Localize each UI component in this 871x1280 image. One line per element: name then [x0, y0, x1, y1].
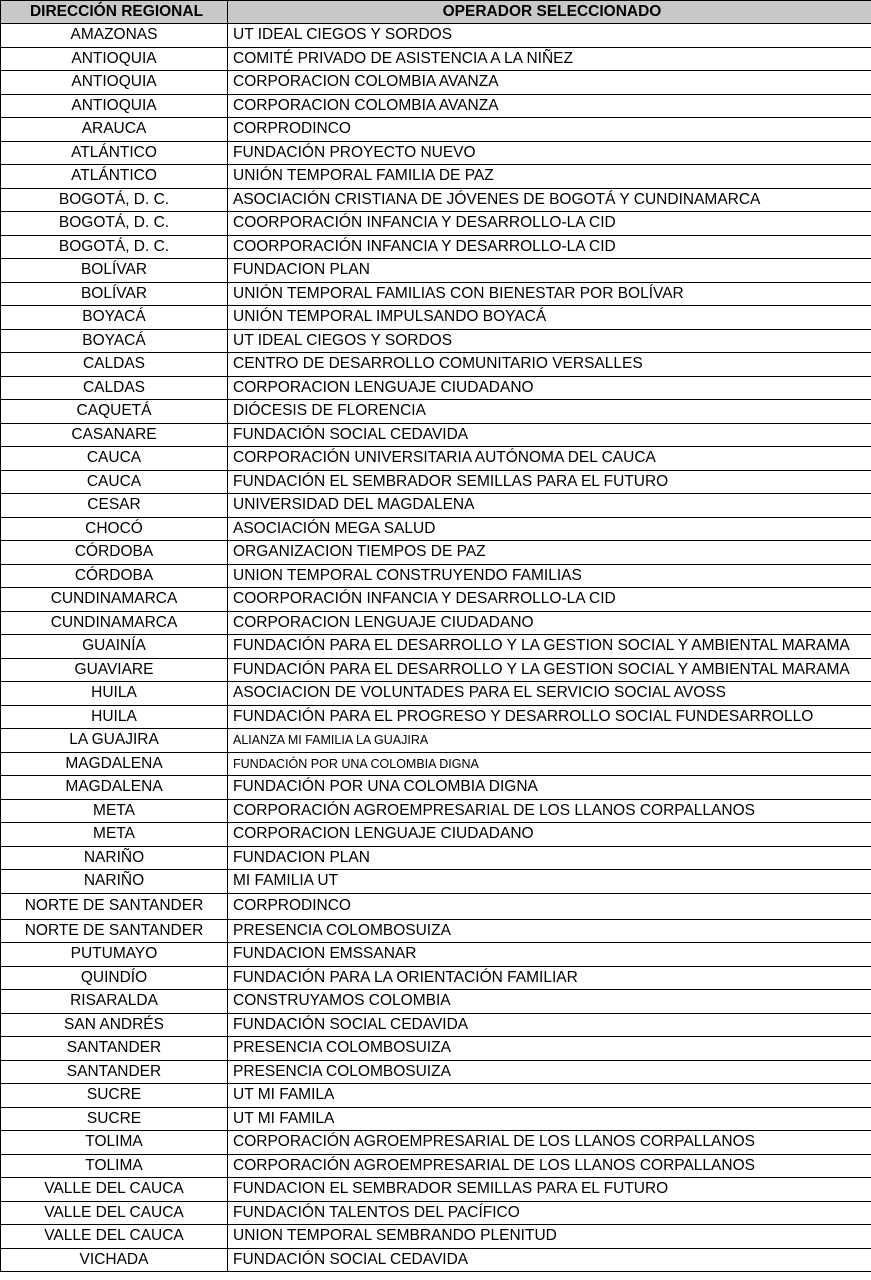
region-cell: BOGOTÁ, D. C. [1, 188, 228, 212]
region-cell: CESAR [1, 494, 228, 518]
table-row [1, 564, 871, 588]
table-row [1, 353, 871, 377]
operator-cell: CORPORACION LENGUAJE CIUDADANO [228, 823, 871, 847]
table-row [1, 94, 871, 118]
operator-cell: UNIÓN TEMPORAL FAMILIAS CON BIENESTAR POR BOLÍVAR [228, 282, 871, 306]
region-cell: CÓRDOBA [1, 541, 228, 565]
table-row [1, 165, 871, 189]
table-row [1, 799, 871, 823]
table-row [1, 282, 871, 306]
operator-cell: PRESENCIA COLOMBOSUIZA [228, 1060, 871, 1084]
operator-cell: COORPORACIÓN INFANCIA Y DESARROLLO-LA CID [228, 212, 871, 236]
region-cell: RISARALDA [1, 990, 228, 1014]
table-row [1, 212, 871, 236]
operator-cell: FUNDACION PLAN [228, 259, 871, 283]
table-row [1, 47, 871, 71]
operator-cell: FUNDACIÓN PARA EL DESARROLLO Y LA GESTION SOCIAL Y AMBIENTAL MARAMA [228, 658, 871, 682]
region-cell: BOGOTÁ, D. C. [1, 212, 228, 236]
table-row [1, 1154, 871, 1178]
operator-cell: UT IDEAL CIEGOS Y SORDOS [228, 24, 871, 48]
table-row [1, 776, 871, 800]
operator-cell: ASOCIACIÓN MEGA SALUD [228, 517, 871, 541]
operator-cell: CORPORACIÓN UNIVERSITARIA AUTÓNOMA DEL CAUCA [228, 447, 871, 471]
operator-cell: ASOCIACION DE VOLUNTADES PARA EL SERVICIO SOCIAL AVOSS [228, 682, 871, 706]
table-row [1, 682, 871, 706]
operator-cell: UT IDEAL CIEGOS Y SORDOS [228, 329, 871, 353]
operator-cell: DIÓCESIS DE FLORENCIA [228, 400, 871, 424]
region-cell: SANTANDER [1, 1060, 228, 1084]
operator-cell: CORPORACION COLOMBIA AVANZA [228, 94, 871, 118]
region-cell: PUTUMAYO [1, 943, 228, 967]
operator-cell: FUNDACIÓN PARA LA ORIENTACIÓN FAMILIAR [228, 966, 871, 990]
operator-cell: UNION TEMPORAL SEMBRANDO PLENITUD [228, 1225, 871, 1249]
table-row [1, 729, 871, 753]
table-row [1, 235, 871, 259]
table-row [1, 541, 871, 565]
region-cell: NARIÑO [1, 870, 228, 894]
region-cell: BOGOTÁ, D. C. [1, 235, 228, 259]
region-cell: CAUCA [1, 470, 228, 494]
region-cell: SUCRE [1, 1084, 228, 1108]
table-row [1, 400, 871, 424]
region-cell: LA GUAJIRA [1, 729, 228, 753]
table-row [1, 966, 871, 990]
operator-cell: COMITÉ PRIVADO DE ASISTENCIA A LA NIÑEZ [228, 47, 871, 71]
operator-cell: CORPORACIÓN AGROEMPRESARIAL DE LOS LLANOS CORPALLANOS [228, 1131, 871, 1155]
table-row [1, 24, 871, 48]
table-row [1, 919, 871, 943]
region-cell: CUNDINAMARCA [1, 611, 228, 635]
table-row [1, 1131, 871, 1155]
operator-cell: FUNDACIÓN PARA EL PROGRESO Y DESARROLLO SOCIAL FUNDESARROLLO [228, 705, 871, 729]
region-cell: TOLIMA [1, 1154, 228, 1178]
header-row [1, 1, 871, 24]
region-cell: MAGDALENA [1, 752, 228, 776]
region-cell: ANTIOQUIA [1, 71, 228, 95]
operator-cell: UT MI FAMILA [228, 1084, 871, 1108]
region-cell: BOLÍVAR [1, 282, 228, 306]
region-cell: CAQUETÁ [1, 400, 228, 424]
operator-cell: CORPORACION LENGUAJE CIUDADANO [228, 376, 871, 400]
operator-cell: FUNDACIÓN SOCIAL CEDAVIDA [228, 1248, 871, 1272]
table-row [1, 259, 871, 283]
region-cell: VALLE DEL CAUCA [1, 1178, 228, 1202]
operator-cell: FUNDACION EMSSANAR [228, 943, 871, 967]
table-row [1, 943, 871, 967]
region-cell: VICHADA [1, 1248, 228, 1272]
region-cell: NORTE DE SANTANDER [1, 893, 228, 919]
region-cell: SUCRE [1, 1107, 228, 1131]
operator-cell: MI FAMILIA UT [228, 870, 871, 894]
table-row [1, 1037, 871, 1061]
region-cell: AMAZONAS [1, 24, 228, 48]
operator-cell: PRESENCIA COLOMBOSUIZA [228, 1037, 871, 1061]
operator-cell: UNIÓN TEMPORAL IMPULSANDO BOYACÁ [228, 306, 871, 330]
region-cell: CASANARE [1, 423, 228, 447]
table-row [1, 423, 871, 447]
table-row [1, 635, 871, 659]
region-cell: ATLÁNTICO [1, 165, 228, 189]
table-row [1, 188, 871, 212]
operator-cell: FUNDACIÓN TALENTOS DEL PACÍFICO [228, 1201, 871, 1225]
operator-cell: FUNDACIÓN POR UNA COLOMBIA DIGNA [228, 776, 871, 800]
operator-cell: UNION TEMPORAL CONSTRUYENDO FAMILIAS [228, 564, 871, 588]
table-body [1, 24, 871, 1272]
header-operator: OPERADOR SELECCIONADO [228, 1, 871, 24]
region-cell: ANTIOQUIA [1, 94, 228, 118]
operator-cell: UNIÓN TEMPORAL FAMILIA DE PAZ [228, 165, 871, 189]
region-cell: CUNDINAMARCA [1, 588, 228, 612]
region-cell: CÓRDOBA [1, 564, 228, 588]
region-cell: NARIÑO [1, 846, 228, 870]
operator-cell: CORPRODINCO [228, 118, 871, 142]
operator-cell: FUNDACION EL SEMBRADOR SEMILLAS PARA EL FUTURO [228, 1178, 871, 1202]
region-cell: CALDAS [1, 376, 228, 400]
table-row [1, 1013, 871, 1037]
table-row [1, 658, 871, 682]
operator-cell: UT MI FAMILA [228, 1107, 871, 1131]
region-cell: BOYACÁ [1, 306, 228, 330]
region-cell: ARAUCA [1, 118, 228, 142]
region-cell: ATLÁNTICO [1, 141, 228, 165]
table-row [1, 447, 871, 471]
operator-cell: FUNDACION PLAN [228, 846, 871, 870]
region-cell: QUINDÍO [1, 966, 228, 990]
operator-cell: ASOCIACIÓN CRISTIANA DE JÓVENES DE BOGOTÁ Y CUNDINAMARCA [228, 188, 871, 212]
region-cell: SANTANDER [1, 1037, 228, 1061]
region-cell: SAN ANDRÉS [1, 1013, 228, 1037]
table-row [1, 611, 871, 635]
table-row [1, 846, 871, 870]
operator-cell: FUNDACIÓN POR UNA COLOMBIA DIGNA [228, 752, 871, 776]
table-row [1, 1178, 871, 1202]
region-cell: HUILA [1, 682, 228, 706]
table-row [1, 893, 871, 919]
region-cell: CALDAS [1, 353, 228, 377]
operator-cell: FUNDACIÓN PARA EL DESARROLLO Y LA GESTION SOCIAL Y AMBIENTAL MARAMA [228, 635, 871, 659]
table-row [1, 823, 871, 847]
table-row [1, 517, 871, 541]
table-row [1, 1107, 871, 1131]
table-row [1, 1060, 871, 1084]
operator-cell: CORPORACIÓN AGROEMPRESARIAL DE LOS LLANOS CORPALLANOS [228, 1154, 871, 1178]
table-row [1, 752, 871, 776]
table-row [1, 494, 871, 518]
operator-cell: ALIANZA MI FAMILIA LA GUAJIRA [228, 729, 871, 753]
operator-cell: CENTRO DE DESARROLLO COMUNITARIO VERSALLES [228, 353, 871, 377]
region-cell: META [1, 799, 228, 823]
region-cell: TOLIMA [1, 1131, 228, 1155]
table-row [1, 588, 871, 612]
operator-cell: COORPORACIÓN INFANCIA Y DESARROLLO-LA CID [228, 235, 871, 259]
table-row [1, 376, 871, 400]
table-row [1, 306, 871, 330]
operator-cell: ORGANIZACION TIEMPOS DE PAZ [228, 541, 871, 565]
operator-cell: FUNDACIÓN EL SEMBRADOR SEMILLAS PARA EL FUTURO [228, 470, 871, 494]
region-cell: BOYACÁ [1, 329, 228, 353]
region-cell: HUILA [1, 705, 228, 729]
region-cell: BOLÍVAR [1, 259, 228, 283]
table-row [1, 1248, 871, 1272]
table-row [1, 329, 871, 353]
operator-cell: CONSTRUYAMOS COLOMBIA [228, 990, 871, 1014]
region-cell: META [1, 823, 228, 847]
operator-cell: CORPORACION LENGUAJE CIUDADANO [228, 611, 871, 635]
operator-cell: CORPORACIÓN AGROEMPRESARIAL DE LOS LLANOS CORPALLANOS [228, 799, 871, 823]
operator-cell: CORPORACION COLOMBIA AVANZA [228, 71, 871, 95]
operator-cell: FUNDACIÓN PROYECTO NUEVO [228, 141, 871, 165]
table-row [1, 1225, 871, 1249]
region-cell: VALLE DEL CAUCA [1, 1201, 228, 1225]
operator-cell: COORPORACIÓN INFANCIA Y DESARROLLO-LA CID [228, 588, 871, 612]
region-cell: CAUCA [1, 447, 228, 471]
table-row [1, 990, 871, 1014]
table-row [1, 870, 871, 894]
region-cell: VALLE DEL CAUCA [1, 1225, 228, 1249]
table-row [1, 141, 871, 165]
region-cell: GUAVIARE [1, 658, 228, 682]
operator-cell: FUNDACIÓN SOCIAL CEDAVIDA [228, 1013, 871, 1037]
table-row [1, 1084, 871, 1108]
operator-cell: CORPRODINCO [228, 893, 871, 919]
table-row [1, 71, 871, 95]
operator-cell: UNIVERSIDAD DEL MAGDALENA [228, 494, 871, 518]
operator-cell: FUNDACIÓN SOCIAL CEDAVIDA [228, 423, 871, 447]
table-row [1, 1201, 871, 1225]
table-row [1, 118, 871, 142]
region-cell: MAGDALENA [1, 776, 228, 800]
table-row [1, 470, 871, 494]
table-row [1, 705, 871, 729]
header-region: DIRECCIÓN REGIONAL [1, 1, 228, 24]
operator-cell: PRESENCIA COLOMBOSUIZA [228, 919, 871, 943]
region-cell: GUAINÍA [1, 635, 228, 659]
region-cell: CHOCÓ [1, 517, 228, 541]
region-cell: NORTE DE SANTANDER [1, 919, 228, 943]
region-cell: ANTIOQUIA [1, 47, 228, 71]
